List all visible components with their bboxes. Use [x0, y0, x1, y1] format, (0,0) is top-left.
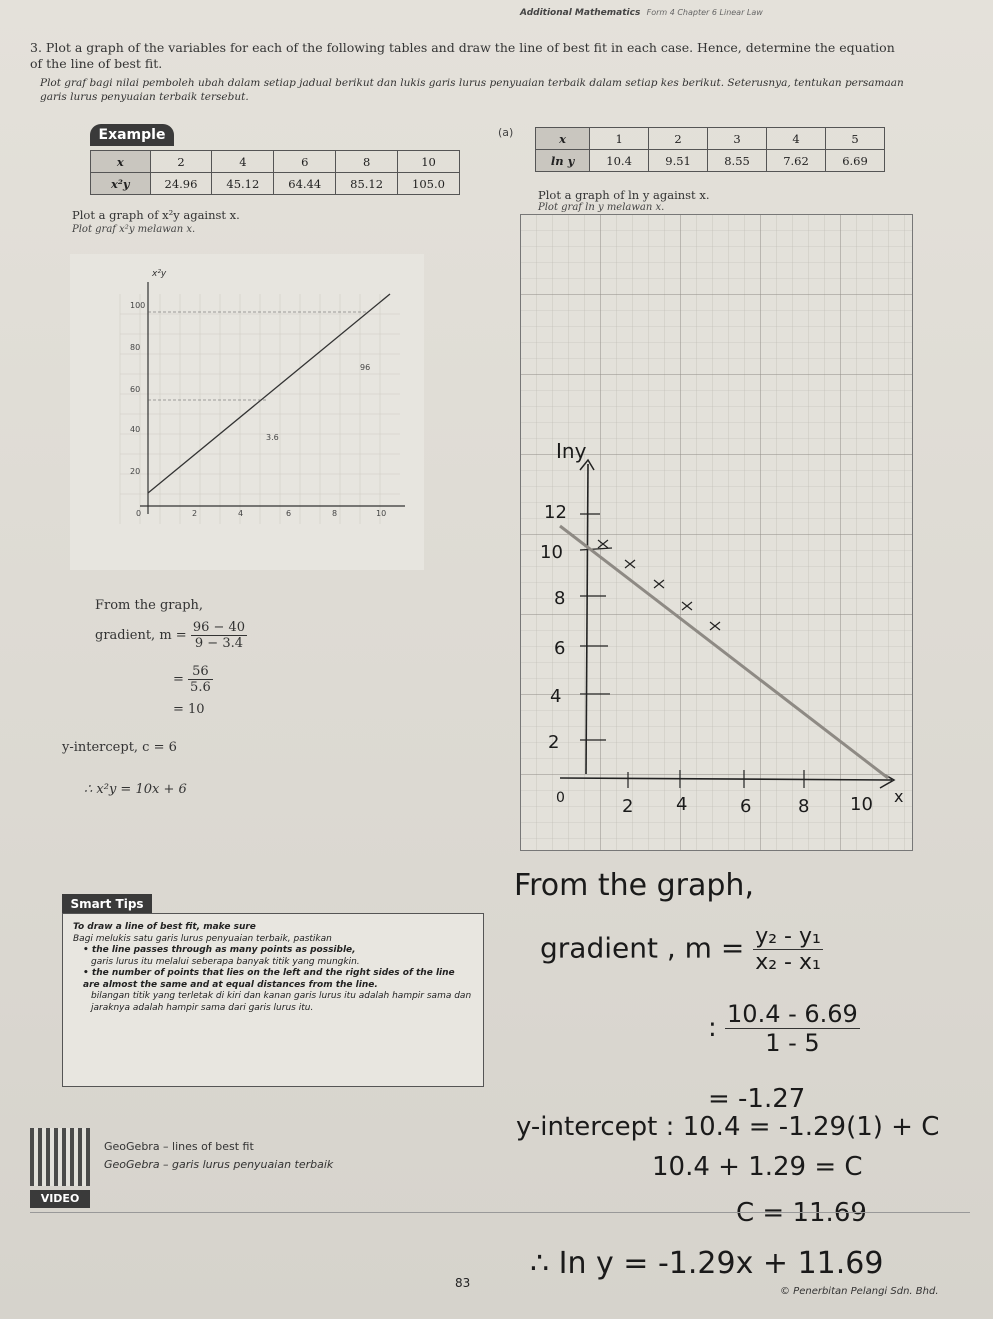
- table-row: [91, 173, 460, 195]
- header-title: Additional Mathematics: [520, 8, 641, 18]
- fraction-numerator: 56: [188, 664, 213, 680]
- equals-sign: =: [173, 672, 184, 687]
- table-cell: 6: [274, 151, 336, 173]
- part-a-y-axis-label: Iny: [556, 439, 587, 463]
- qr-code-icon[interactable]: [30, 1128, 90, 1186]
- example-caption: Plot a graph of x²y against x.: [72, 208, 240, 222]
- video-badge: VIDEO: [30, 1190, 90, 1208]
- example-table: [90, 150, 460, 195]
- video-link-malay[interactable]: GeoGebra – garis lurus penyuaian terbaik: [104, 1158, 334, 1171]
- table-row: [91, 151, 460, 173]
- part-a-table: [535, 127, 885, 172]
- example-graph: [70, 254, 424, 570]
- tip-bullet: • the line passes through as many points as possible,: [83, 945, 356, 955]
- table-cell: 9.51: [649, 150, 708, 172]
- table-cell: 10: [398, 151, 460, 173]
- row-header-y: x²y: [91, 173, 151, 195]
- smart-tips-box: [62, 913, 484, 1087]
- part-a-caption-malay: Plot graf ln y melawan x.: [538, 202, 665, 213]
- handwritten-fraction: [725, 1000, 860, 1057]
- example-y-tick: 60: [130, 385, 141, 394]
- example-gradient-line: [95, 620, 247, 651]
- table-cell: 45.12: [212, 173, 274, 195]
- fraction-denominator: 1 - 5: [765, 1029, 820, 1057]
- part-a-caption: Plot a graph of ln y against x.: [538, 188, 710, 202]
- fraction-numerator: 96 − 40: [192, 620, 246, 635]
- table-row: [536, 128, 885, 150]
- table-cell: 7.62: [767, 150, 826, 172]
- question-number: 3.: [30, 40, 42, 55]
- example-y-tick: 80: [130, 343, 141, 352]
- question-body: Plot a graph of the variables for each of the following tables and draw the line of best fit in each case. Hence, determine the equation of the line of best fit.: [30, 40, 895, 71]
- example-annotation: 3.6: [266, 433, 279, 442]
- header-subtitle: Form 4 Chapter 6 Linear Law: [646, 8, 763, 17]
- part-a-y-tick: 10: [540, 542, 563, 563]
- page-number: 83: [455, 1276, 471, 1290]
- example-work-intro: From the graph,: [95, 598, 204, 613]
- row-header-x: x: [91, 151, 151, 173]
- example-fraction: [191, 620, 247, 651]
- example-y-tick: 20: [130, 467, 141, 476]
- table-cell: 2: [649, 128, 708, 150]
- table-cell: 64.44: [274, 173, 336, 195]
- table-cell: 6.69: [826, 150, 885, 172]
- table-cell: 4: [767, 128, 826, 150]
- handwritten-step: C = 11.69: [736, 1198, 867, 1228]
- handwritten-gradient: [540, 924, 823, 975]
- part-a-x-tick: 2: [622, 796, 634, 817]
- part-a-graph-svg: [520, 214, 913, 851]
- example-origin-label: 0: [136, 509, 142, 518]
- tip-intro-malay: Bagi melukis satu garis lurus penyuaian terbaik, pastikan: [73, 933, 332, 944]
- graph-paper-grid: [520, 214, 913, 851]
- example-grid: [120, 294, 400, 524]
- tip-bullet-malay: garis lurus itu melalui seberapa banyak titik yang mungkin.: [91, 956, 360, 967]
- row-header-y: ln y: [536, 150, 590, 172]
- example-x-tick: 6: [286, 509, 292, 518]
- handwritten-step: 10.4 + 1.29 = C: [652, 1152, 863, 1182]
- part-a-x-axis-label: x: [894, 787, 904, 806]
- example-fraction: [188, 664, 213, 695]
- question-text-malay: Plot graf bagi nilai pemboleh ubah dalam setiap jadual berikut dan lukis garis lurus penyuaian terbaik dalam setiap kes berikut. Seterusnya, tentukan persamaan garis lurus penyuaian terbaik tersebut.: [40, 77, 904, 103]
- example-graph-svg: [70, 254, 424, 570]
- smart-tips-badge: Smart Tips: [62, 894, 152, 914]
- table-cell: 2: [150, 151, 212, 173]
- video-link[interactable]: GeoGebra – lines of best fit: [104, 1140, 254, 1153]
- table-cell: 10.4: [590, 150, 649, 172]
- example-x-tick: 4: [238, 509, 244, 518]
- part-a-label: (a): [498, 126, 514, 139]
- handwritten-gradient-label: gradient , m =: [540, 931, 745, 965]
- row-header-x: x: [536, 128, 590, 150]
- table-cell: 4: [212, 151, 274, 173]
- fraction-denominator: x₂ - x₁: [755, 950, 821, 975]
- fraction-numerator: y₂ - y₁: [755, 924, 821, 949]
- example-intercept: y-intercept, c = 6: [62, 740, 177, 755]
- part-a-y-tick: 6: [554, 638, 566, 659]
- part-a-x-tick: 6: [740, 796, 752, 817]
- example-y-tick: 40: [130, 425, 141, 434]
- example-x-tick: 8: [332, 509, 338, 518]
- table-cell: 8.55: [708, 150, 767, 172]
- handwritten-colon: :: [708, 1013, 717, 1043]
- publisher-credit: © Penerbitan Pelangi Sdn. Bhd.: [780, 1286, 939, 1297]
- fraction-denominator: 9 − 3.4: [194, 636, 243, 651]
- table-cell: 24.96: [150, 173, 212, 195]
- table-cell: 105.0: [398, 173, 460, 195]
- running-header: [520, 8, 990, 18]
- divider: [30, 1212, 970, 1213]
- part-a-graph: [520, 214, 913, 851]
- fraction-denominator: 5.6: [190, 680, 211, 695]
- example-x-tick: 10: [376, 509, 387, 518]
- example-gradient-label: gradient, m =: [95, 628, 187, 643]
- part-a-y-tick: 4: [550, 686, 562, 707]
- tip-bullet: • the number of points that lies on the left and the right sides of the line are almost the same and at equal distances from the line.: [83, 968, 455, 990]
- handwritten-intro: From the graph,: [514, 868, 754, 903]
- example-y-axis-label: x²y: [152, 269, 167, 279]
- part-a-y-tick: 2: [548, 732, 560, 753]
- table-cell: 8: [336, 151, 398, 173]
- example-y-tick: 100: [130, 301, 146, 310]
- tip-bullet-malay: bilangan titik yang terletak di kiri dan kanan garis lurus itu adalah hampir sama dan jaraknya adalah hampir sama dari garis lurus itu.: [91, 991, 472, 1013]
- table-cell: 5: [826, 128, 885, 150]
- table-cell: 3: [708, 128, 767, 150]
- handwritten-substitution: [708, 1000, 860, 1057]
- table-row: [536, 150, 885, 172]
- part-a-y-tick: 8: [554, 588, 566, 609]
- part-a-x-tick: 10: [850, 794, 873, 815]
- fraction-numerator: 10.4 - 6.69: [727, 1000, 858, 1028]
- table-cell: 85.12: [336, 173, 398, 195]
- question-text-english: [30, 40, 910, 72]
- table-cell: 1: [590, 128, 649, 150]
- example-x-tick: 2: [192, 509, 198, 518]
- part-a-x-tick: 8: [798, 796, 810, 817]
- example-best-fit-line: [148, 294, 390, 493]
- example-caption-malay: Plot graf x²y melawan x.: [72, 224, 196, 235]
- example-conclusion: ∴ x²y = 10x + 6: [84, 782, 187, 797]
- part-a-y-tick: 12: [544, 502, 567, 523]
- handwritten-final-equation: ∴ In y = -1.29x + 11.69: [530, 1246, 884, 1281]
- example-annotation: 96: [360, 363, 371, 372]
- example-gradient-step: [173, 664, 213, 695]
- example-badge: Example: [90, 124, 174, 146]
- part-a-x-tick: 4: [676, 794, 688, 815]
- part-a-origin-label: 0: [556, 790, 565, 806]
- tip-intro: To draw a line of best fit, make sure: [73, 922, 256, 932]
- handwritten-fraction: [753, 924, 823, 975]
- example-gradient-result: = 10: [173, 702, 205, 717]
- handwritten-intercept: y-intercept : 10.4 = -1.29(1) + C: [516, 1112, 940, 1142]
- handwritten-gradient-result: = -1.27: [708, 1084, 806, 1114]
